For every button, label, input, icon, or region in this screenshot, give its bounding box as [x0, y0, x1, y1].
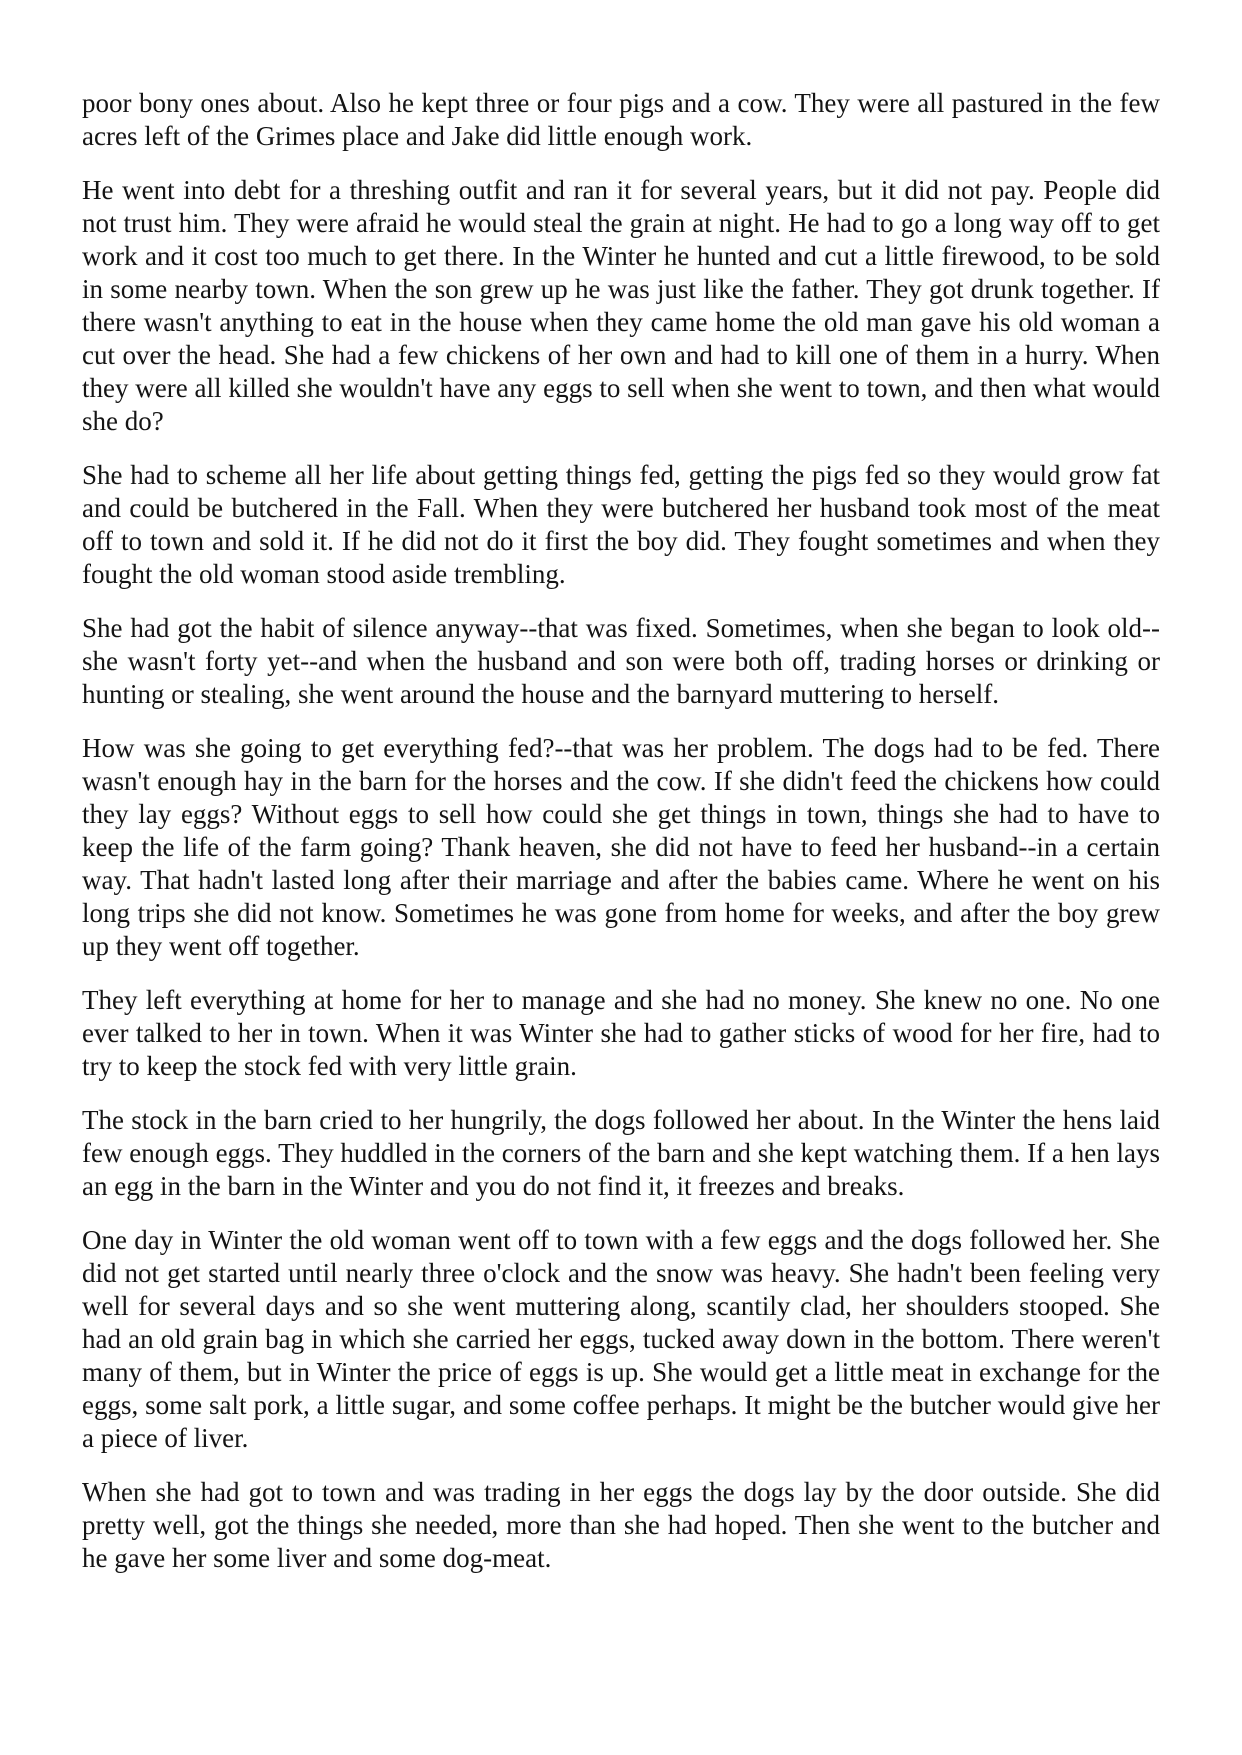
- paragraph-5: How was she going to get everything fed?--that was her problem. The dogs had to be fed. There wasn't enough hay in the barn for the horses and the cow. If she didn't feed the chickens how could they lay eggs? Without eggs to sell how could she get things in town, things she had to have to keep the life of the farm going? Thank heaven, she did not have to feed her husband--in a certain way. That hadn't lasted long after their marriage and after the babies came. Where he went on his long trips she did not know. Sometimes he was gone from home for weeks, and after the boy grew up they went off together.: [82, 733, 1160, 961]
- paragraph-1: poor bony ones about. Also he kept three or four pigs and a cow. They were all pastured in the few acres left of the Grimes place and Jake did little enough work.: [82, 88, 1160, 151]
- paragraph-4: She had got the habit of silence anyway--that was fixed. Sometimes, when she began to look old--she wasn't forty yet--and when the husband and son were both off, trading horses or drinking or hunting or stealing, she went around the house and the barnyard muttering to herself.: [82, 613, 1160, 709]
- document-page: [82, 87, 1160, 1596]
- paragraph-9: When she had got to town and was trading in her eggs the dogs lay by the door outside. She did pretty well, got the things she needed, more than she had hoped. Then she went to the butcher and he gave her some liver and some dog-meat.: [82, 1477, 1160, 1573]
- paragraph-7: The stock in the barn cried to her hungrily, the dogs followed her about. In the Winter the hens laid few enough eggs. They huddled in the corners of the barn and she kept watching them. If a hen lays an egg in the barn in the Winter and you do not find it, it freezes and breaks.: [82, 1105, 1160, 1201]
- paragraph-3: She had to scheme all her life about getting things fed, getting the pigs fed so they would grow fat and could be butchered in the Fall. When they were butchered her husband took most of the meat off to town and sold it. If he did not do it first the boy did. They fought sometimes and when they fought the old woman stood aside trembling.: [82, 460, 1160, 589]
- paragraph-2: He went into debt for a threshing outfit and ran it for several years, but it did not pay. People did not trust him. They were afraid he would steal the grain at night. He had to go a long way off to get work and it cost too much to get there. In the Winter he hunted and cut a little firewood, to be sold in some nearby town. When the son grew up he was just like the father. They got drunk together. If there wasn't anything to eat in the house when they came home the old man gave his old woman a cut over the head. She had a few chickens of her own and had to kill one of them in a hurry. When they were all killed she wouldn't have any eggs to sell when she went to town, and then what would she do?: [82, 175, 1160, 436]
- paragraph-6: They left everything at home for her to manage and she had no money. She knew no one. No one ever talked to her in town. When it was Winter she had to gather sticks of wood for her fire, had to try to keep the stock fed with very little grain.: [82, 985, 1160, 1081]
- paragraph-8: One day in Winter the old woman went off to town with a few eggs and the dogs followed her. She did not get started until nearly three o'clock and the snow was heavy. She hadn't been feeling very well for several days and so she went muttering along, scantily clad, her shoulders stooped. She had an old grain bag in which she carried her eggs, tucked away down in the bottom. There weren't many of them, but in Winter the price of eggs is up. She would get a little meat in exchange for the eggs, some salt pork, a little sugar, and some coffee perhaps. It might be the butcher would give her a piece of liver.: [82, 1225, 1160, 1453]
